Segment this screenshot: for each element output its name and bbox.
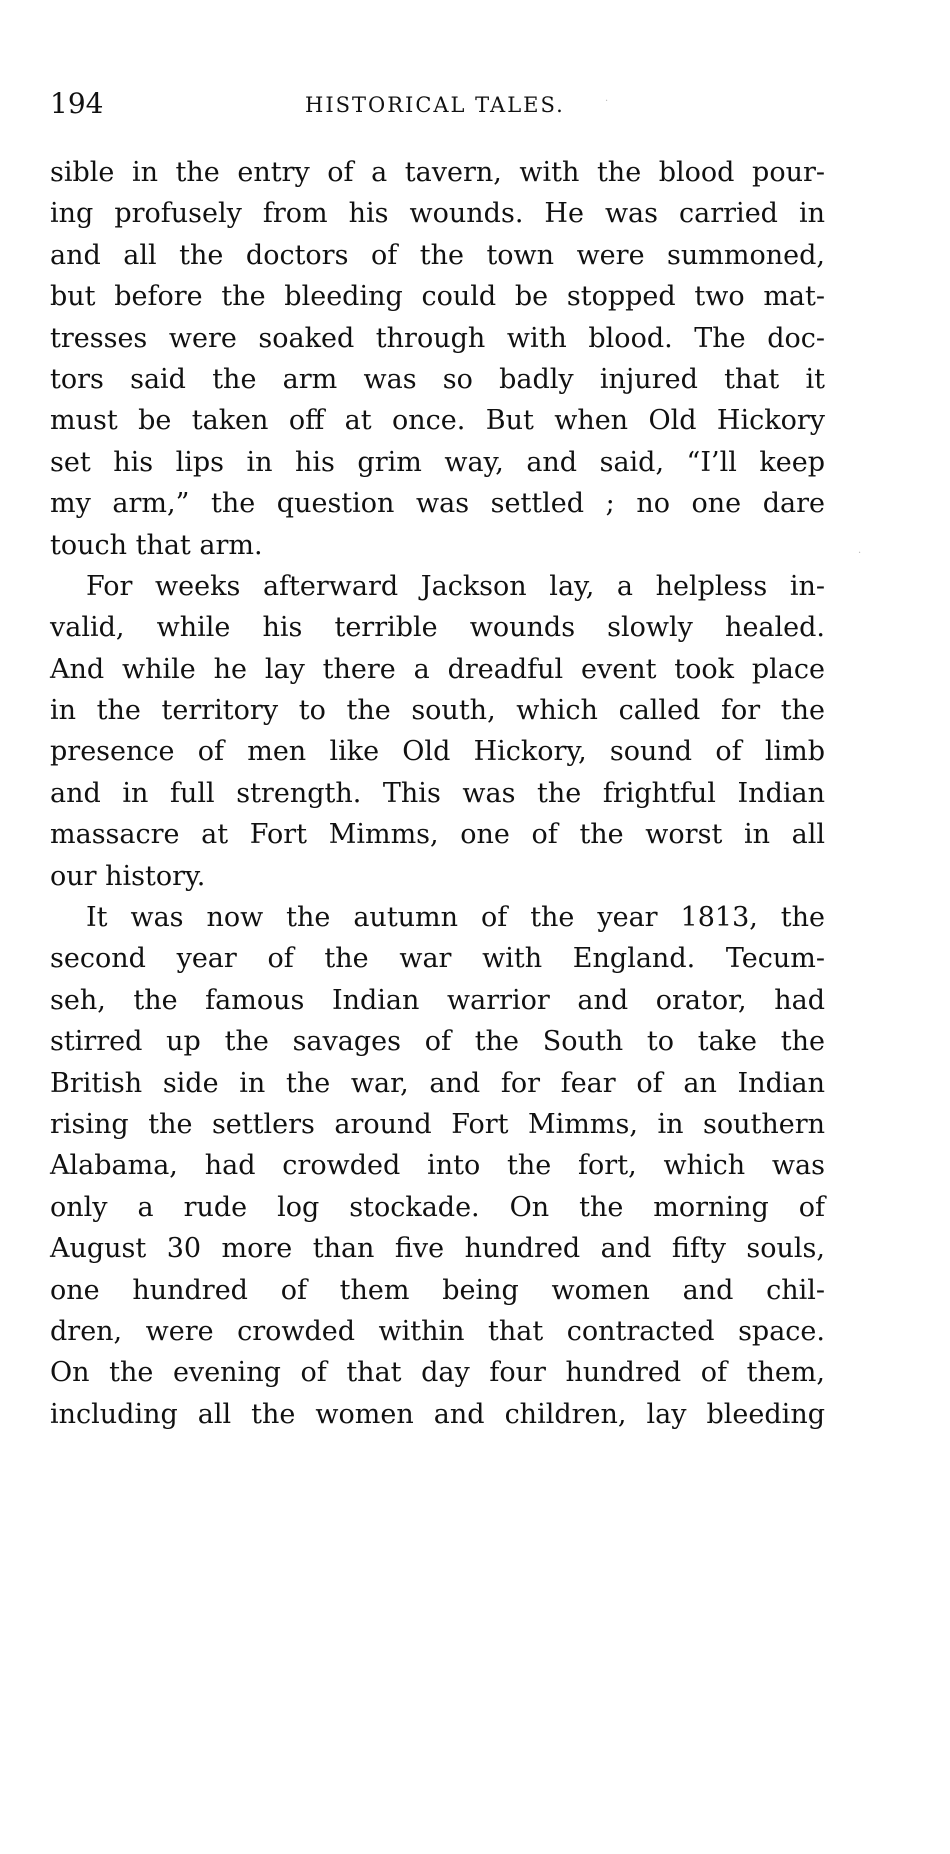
text-line: and in full strength. This was the frightful Indian (50, 777, 825, 809)
text-line: touch that arm. (50, 529, 263, 561)
text-line: our history. (50, 860, 206, 892)
text-line: one hundred of them being women and chil- (50, 1274, 825, 1306)
text-line: tors said the arm was so badly injured that it (50, 363, 825, 395)
text-line: including all the women and children, lay bleeding (50, 1398, 825, 1430)
text-line: and all the doctors of the town were summoned, (50, 239, 825, 271)
paper-speck: · (605, 96, 609, 107)
text-line: presence of men like Old Hickory, sound of limb (50, 736, 825, 768)
paragraph-first-line: For weeks afterward Jackson lay, a helpless in- (86, 570, 825, 602)
text-line: in the territory to the south, which called for the (50, 695, 825, 727)
text-line: August 30 more than five hundred and fifty souls, (50, 1233, 825, 1265)
text-line: stirred up the savages of the South to take the (50, 1026, 825, 1058)
text-line: rising the settlers around Fort Mimms, in southern (50, 1108, 825, 1140)
text-line: but before the bleeding could be stopped two mat- (50, 281, 825, 313)
text-line: ing profusely from his wounds. He was carried in (50, 198, 825, 230)
text-line: seh, the famous Indian warrior and orator, had (50, 984, 825, 1016)
text-line: tresses were soaked through with blood. The doc- (50, 322, 825, 354)
text-line: second year of the war with England. Tecum- (50, 943, 825, 975)
text-line: must be taken off at once. But when Old Hickory (50, 405, 825, 437)
text-line: my arm,” the question was settled ; no one dare (50, 488, 825, 520)
text-line: valid, while his terrible wounds slowly healed. (50, 612, 825, 644)
paper-speck: · (858, 548, 862, 559)
text-line: And while he lay there a dreadful event took place (50, 653, 825, 685)
paragraph-first-line: It was now the autumn of the year 1813, the (86, 902, 825, 934)
text-line: dren, were crowded within that contracted space. (50, 1315, 825, 1347)
text-line: set his lips in his grim way, and said, “I’ll keep (50, 446, 825, 478)
page-number: 194 (50, 87, 104, 120)
page-header (50, 84, 825, 124)
text-line: Alabama, had crowded into the fort, which was (50, 1150, 825, 1182)
text-line: British side in the war, and for fear of an Indian (50, 1067, 825, 1099)
text-line: On the evening of that day four hundred of them, (50, 1357, 825, 1389)
text-line: sible in the entry of a tavern, with the blood pour- (50, 157, 825, 188)
text-line: only a rude log stockade. On the morning of (50, 1191, 825, 1223)
running-title: HISTORICAL TALES. (305, 93, 565, 117)
text-line: massacre at Fort Mimms, one of the worst in all (50, 819, 825, 851)
body-text (50, 152, 825, 1435)
